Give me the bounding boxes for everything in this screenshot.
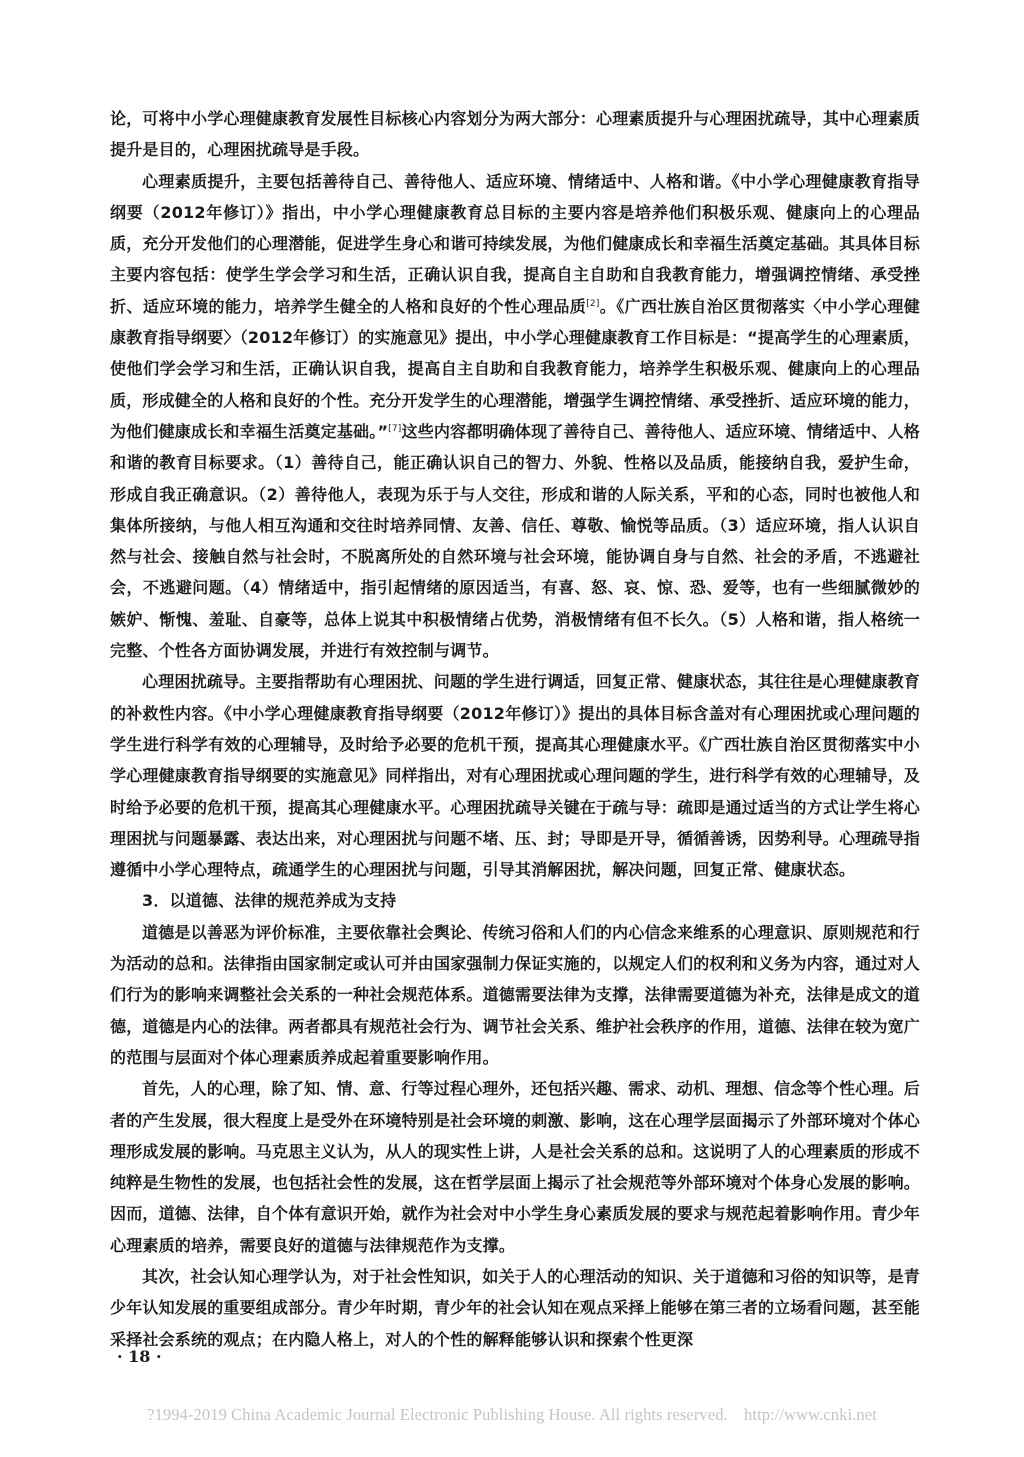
paragraph-text: 。《广西壮族自治区贯彻落实〈中小学心理健康教育指导纲要〉（2012年修订）的实施意见》提出，中小学心理健康教育工作目标是：“提高学生的心理素质，使他们学会学习和生活，正确认识自我，提高自主自助和自我教育能力，培养学生积极乐观、健康向上的心理品质，形成健全的人格和良好的个性。充分开发学生的心理潜能，增强学生调控情绪、承受挫折、适应环境的能力，为他们健康成长和幸福生活奠定基础。” (110, 296, 921, 441)
body-text (110, 103, 920, 1355)
paragraph-morality-law: 道德是以善恶为评价标准，主要依靠社会舆论、传统习俗和人们的内心信念来维系的心理意识、原则规范和行为活动的总和。法律指由国家制定或认可并由国家强制力保证实施的，以规定人们的权利和义务为内容，通过对人们行为的影响来调整社会关系的一种社会规范体系。道德需要法律为支撑，法律需要道德为补充，法律是成文的道德，道德是内心的法律。两者都具有规范社会行为、调节社会关系、维护社会秩序的作用，道德、法律在较为宽广的范围与层面对个体心理素质养成起着重要影响作用。 (110, 922, 921, 1067)
paragraph-text: 这些内容都明确体现了善待自己、善待他人、适应环境、情绪适中、人格和谐的教育目标要求。（1）善待自己，能正确认识自己的智力、外貌、性格以及品质，能接纳自我，爱护生命，形成自我正确意识。（2）善待他人，表现为乐于与人交往，形成和谐的人际关系，平和的心态，同时也被他人和集体所接纳，与他人相互沟通和交往时培养同情、友善、信任、尊敬、愉悦等品质。（3）适应环境，指人认识自然与社会、接触自然与社会时，不脱离所处的自然环境与社会环境，能协调自身与自然、社会的矛盾，不逃避社会，不逃避问题。（4）情绪适中，指引起情绪的原因适当，有喜、怒、哀、惊、恐、爱等，也有一些细腻微妙的嫉妒、惭愧、羞耻、自豪等，总体上说其中积极情绪占优势，消极情绪有但不长久。（5）人格和谐，指人格统一完整、个性各方面协调发展，并进行有效控制与调节。 (110, 421, 920, 661)
citation[interactable]: [7] (388, 423, 402, 434)
paragraph-distress-guidance: 心理困扰疏导。主要指帮助有心理困扰、问题的学生进行调适，回复正常、健康状态，其往往是心理健康教育的补救性内容。《中小学心理健康教育指导纲要（2012年修订）》提出的具体目标含盖对有心理困扰或心理问题的学生进行科学有效的心理辅导，及时给予必要的危机干预，提高其心理健康水平。《广西壮族自治区贯彻落实中小学心理健康教育指导纲要的实施意见》同样指出，对有心理困扰或心理问题的学生，进行科学有效的心理辅导，及时给予必要的危机干预，提高其心理健康水平。心理困扰疏导关键在于疏与导：疏即是通过适当的方式让学生将心理困扰与问题暴露、表达出来，对心理困扰与问题不堵、压、封；导即是开导，循循善诱，因势利导。心理疏导指遵循中小学心理特点，疏通学生的心理困扰与问题，引导其消解困扰，解决问题，回复正常、健康状态。 (110, 672, 921, 880)
copyright-notice: ?1994-2019 China Academic Journal Electronic Publishing House. All rights reserved. (147, 1405, 728, 1424)
paragraph-firstly: 首先，人的心理，除了知、情、意、行等过程心理外，还包括兴趣、需求、动机、理想、信念等个性心理。后者的产生发展，很大程度上是受外在环境特别是社会环境的刺激、影响，这在心理学层面揭示了外部环境对个体心理形成发展的影响。马克思主义认为，从人的现实性上讲，人是社会关系的总和。这说明了人的心理素质的形成不纯粹是生物性的发展，也包括社会性的发展，这在哲学层面上揭示了社会规范等外部环境对个体身心发展的影响。因而，道德、法律，自个体有意识开始，就作为社会对中小学生身心素质发展的要求与规范起着影响作用。青少年心理素质的培养，需要良好的道德与法律规范作为支撑。 (110, 1079, 921, 1255)
page-number: · 18 · (117, 1347, 162, 1366)
paragraph-psych-quality (110, 166, 920, 667)
section-heading: 3．以道德、法律的规范养成为支持 (142, 891, 397, 911)
citation[interactable]: [2] (586, 298, 600, 309)
paragraph-text: 心理素质提升，主要包括善待自己、善待他人、适应环境、情绪适中、人格和谐。《中小学心理健康教育指导纲要（2012年修订）》指出，中小学心理健康教育总目标的主要内容是培养他们积极乐观、健康向上的心理品质，充分开发他们的心理潜能，促进学生身心和谐可持续发展，为他们健康成长和幸福生活奠定基础。其具体目标主要内容包括：使学生学会学习和生活，正确认识自我，提高自主自助和自我教育能力，增强调控情绪、承受挫折、适应环境的能力，培养学生健全的人格和良好的个性心理品质 (110, 171, 921, 316)
footer (0, 1405, 1024, 1425)
paragraph-secondly: 其次，社会认知心理学认为，对于社会性知识，如关于人的心理活动的知识、关于道德和习俗的知识等，是青少年认知发展的重要组成部分。青少年时期，青少年的社会认知在观点采择上能够在第三者的立场看问题，甚至能采择社会系统的观点；在内隐人格上，对人的个性的解释能够认识和探索个性更深 (110, 1266, 921, 1349)
paragraph-continuation: 论，可将中小学心理健康教育发展性目标核心内容划分为两大部分：心理素质提升与心理困扰疏导，其中心理素质提升是目的，心理困扰疏导是手段。 (110, 109, 921, 160)
footer-link[interactable]: http://www.cnki.net (744, 1405, 877, 1424)
